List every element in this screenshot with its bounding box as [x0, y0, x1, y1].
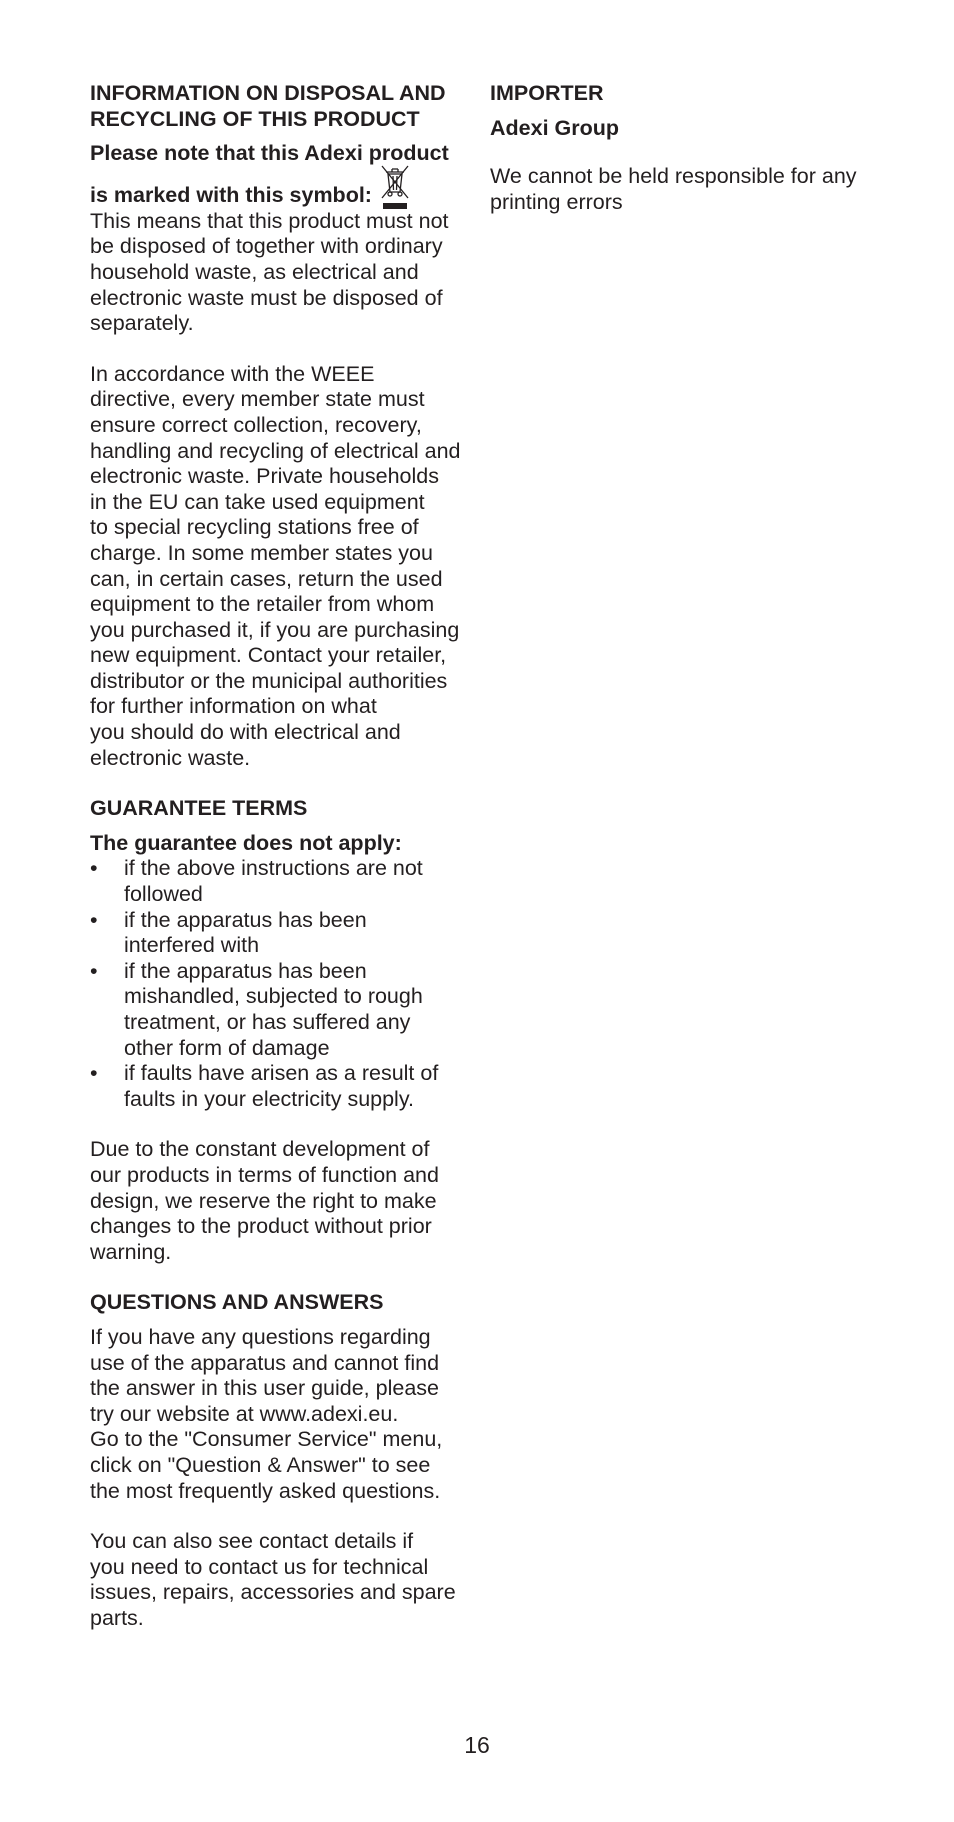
text-line: if faults have arisen as a result of [124, 1061, 439, 1086]
bullet-glyph: • [90, 907, 98, 932]
left-column [90, 81, 462, 1631]
text-line: design, we reserve the right to make [90, 1188, 437, 1213]
text-line: household waste, as electrical and [90, 259, 419, 284]
symbol-line [90, 161, 462, 209]
text-line: be disposed of together with ordinary [90, 234, 443, 259]
text-line: to special recycling stations free of [90, 515, 419, 540]
text-line: if the above instructions are not [124, 856, 423, 881]
text-line: distributor or the municipal authorities [90, 668, 448, 693]
text-line: our products in terms of function and [90, 1162, 439, 1187]
development-paragraph [90, 1137, 462, 1265]
importer-heading: IMPORTER [490, 81, 604, 105]
text-line: click on "Question & Answer" to see [90, 1452, 431, 1477]
text-line: separately. [90, 311, 194, 336]
list-item [90, 856, 462, 907]
text-line: electronic waste must be disposed of [90, 285, 443, 310]
disposal-paragraph-2 [90, 362, 462, 772]
text-line: you should do with electrical and [90, 720, 401, 745]
bullet-glyph: • [90, 1061, 98, 1086]
text-line: charge. In some member states you [90, 540, 433, 565]
text-line: faults in your electricity supply. [124, 1086, 414, 1111]
text-line: electronic waste. Private households [90, 464, 439, 489]
disposal-heading [90, 81, 462, 132]
printing-errors-disclaimer [490, 164, 870, 215]
text-line: equipment to the retailer from whom [90, 592, 435, 617]
text-line: electronic waste. [90, 745, 251, 770]
text-line: try our website at www.adexi.eu. [90, 1401, 399, 1426]
qa-paragraph-2 [90, 1529, 462, 1631]
text-line: you purchased it, if you are purchasing [90, 617, 460, 642]
crossed-out-wheelie-bin-icon [380, 163, 410, 211]
text-line: the most frequently asked questions. [90, 1478, 441, 1503]
text-line: parts. [90, 1605, 144, 1630]
disposal-heading-line: INFORMATION ON DISPOSAL AND [90, 81, 446, 105]
disposal-heading-line: RECYCLING OF THIS PRODUCT [90, 106, 420, 131]
guarantee-heading: GUARANTEE TERMS [90, 796, 308, 821]
text-line: We cannot be held responsible for any [490, 164, 857, 189]
disposal-section [90, 81, 462, 771]
guarantee-exclusions-list [90, 856, 462, 1112]
list-item [90, 908, 462, 959]
text-line: treatment, or has suffered any [124, 1010, 411, 1034]
text-line: In accordance with the WEEE [90, 361, 375, 386]
text-line: If you have any questions regarding [90, 1324, 431, 1349]
text-line: changes to the product without prior [90, 1214, 432, 1239]
text-line: new equipment. Contact your retailer, [90, 643, 447, 668]
text-line: ensure correct collection, recovery, [90, 412, 422, 437]
disposal-note-line: Please note that this Adexi product [90, 141, 449, 166]
qa-paragraph-1 [90, 1325, 462, 1504]
text-line: for further information on what [90, 694, 377, 719]
text-line: handling and recycling of electrical and [90, 438, 461, 463]
text-line: can, in certain cases, return the used [90, 566, 443, 591]
bullet-glyph: • [90, 958, 98, 983]
bullet-glyph: • [90, 856, 98, 881]
qa-heading: QUESTIONS AND ANSWERS [90, 1290, 384, 1315]
text-line: This means that this product must not [90, 208, 449, 233]
text-line: Go to the "Consumer Service" menu, [90, 1427, 443, 1452]
text-line: other form of damage [124, 1035, 330, 1060]
text-line: You can also see contact details if [90, 1529, 414, 1554]
text-line: interfered with [124, 933, 260, 958]
right-column [490, 81, 870, 215]
text-line: in the EU can take used equipment [90, 489, 425, 514]
text-line: mishandled, subjected to rough [124, 984, 423, 1009]
text-line: if the apparatus has been [124, 958, 367, 983]
importer-name: Adexi Group [490, 115, 620, 140]
text-line: directive, every member state must [90, 387, 425, 412]
text-line: followed [124, 882, 203, 907]
text-line: Due to the constant development of [90, 1137, 430, 1162]
guarantee-subheading: The guarantee does not apply: [90, 830, 402, 855]
text-line: warning. [90, 1239, 172, 1264]
text-line: issues, repairs, accessories and spare [90, 1580, 456, 1605]
disposal-note-line: is marked with this symbol: [90, 183, 372, 208]
text-line: if the apparatus has been [124, 907, 367, 932]
qa-section [90, 1290, 462, 1631]
list-item [90, 959, 462, 1061]
page-number: 16 [464, 1732, 490, 1758]
text-line: printing errors [490, 189, 623, 214]
list-item [90, 1061, 462, 1112]
text-line: you need to contact us for technical [90, 1554, 429, 1579]
text-line: use of the apparatus and cannot find [90, 1350, 440, 1375]
text-line: the answer in this user guide, please [90, 1376, 439, 1401]
guarantee-section [90, 796, 462, 1265]
disposal-paragraph-1 [90, 209, 462, 337]
